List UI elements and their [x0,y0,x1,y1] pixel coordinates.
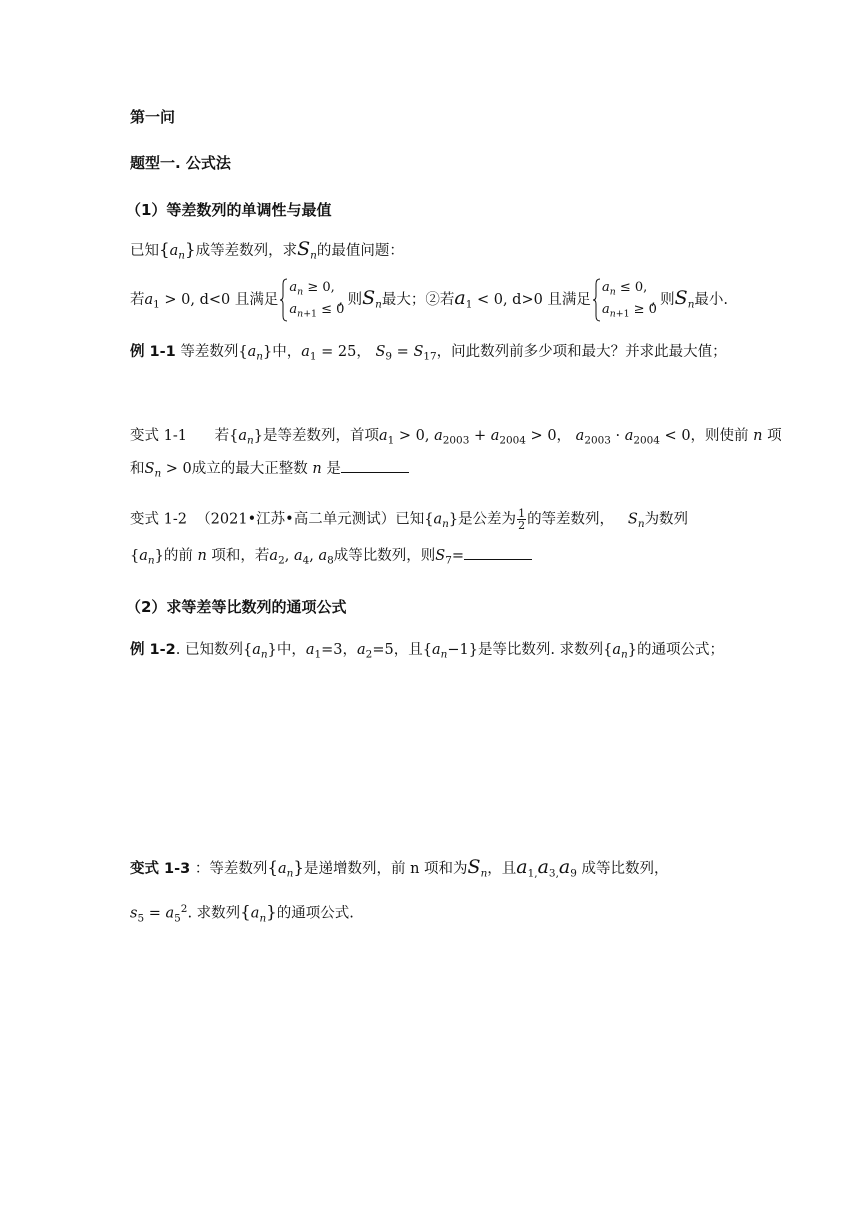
variant-1-2-line1: 变式 1-2 （2021•江苏•高二单元测试）已知$\{a_n\}$是公差为 $\frac{1}{2}$ 的等差数列， $S_n$为数列 [130,507,689,532]
fraction-one-half: $\frac{1}{2}$ [518,507,526,532]
answer-blank-1-1[interactable] [341,458,409,473]
intro-line: 已知$\{a_n\}$成等差数列，求$S_n$的最值问题： [130,238,404,262]
example-1-1: 例 1-1 等差数列$\{a_n\}$中，$a_1 = 25$， $S_9 = S_{17}$，问此数列前多少项和最大？并求此最大值； [130,344,727,363]
extremum-rule-line: 若$a_1 > 0$, d<0 且满足 $a_n \ge 0$, $a_{n+1} \le 0$ , 则$S_n$最大；②若$a_1 < 0$, d>0 且满足 $a_n \le 0$, $a_{n+1} \ge 0$ , 则$S_n$最小. [130,276,820,320]
condition-system-min: $a_n \le 0$, $a_{n+1} \ge 0$ [593,278,649,322]
type-title: 题型一. 公式法 [130,154,231,172]
variant-1-3-line1: 变式 1-3 ：等差数列$\{a_n\}$是递增数列，前 n 项和为$S_n$，且$a_{1,}a_{3,}a_9$ 成等比数列， [130,856,669,880]
answer-blank-1-2[interactable] [464,545,532,560]
example-1-2: 例 1-2. 已知数列$\{a_n\}$中，$a_1=3$，$a_2=5$，且$\{a_n-1\}$是等比数列. 求数列$\{a_n\}$的通项公式； [130,642,725,661]
subsection-1-title: （1）等差数列的单调性与最值 [126,201,332,219]
subsection-2-title: （2）求等差等比数列的通项公式 [126,598,347,616]
condition-system-max: $a_n \ge 0$, $a_{n+1} \le 0$ [280,278,336,322]
variant-1-1-line2: 和$S_n > 0$成立的最大正整数 n 是 [130,458,820,485]
variant-1-3-line2: $s_5 = a_5^2$. 求数列$\{a_n\}$的通项公式. [130,902,354,925]
variant-1-1-line1: 变式 1-1 若$\{a_n\}$是等差数列，首项$a_1 > 0$, $a_{2003} + a_{2004} > 0$， $a_{2003} \cdot a_{2004} < 0$，则使前 n 项 [130,428,782,447]
question-title: 第一问 [130,108,176,126]
variant-1-2-line2: $\{a_n\}$的前 n 项和，若$a_2$, $a_4$, $a_8$成等比数列，则$S_7=$ [130,545,820,572]
